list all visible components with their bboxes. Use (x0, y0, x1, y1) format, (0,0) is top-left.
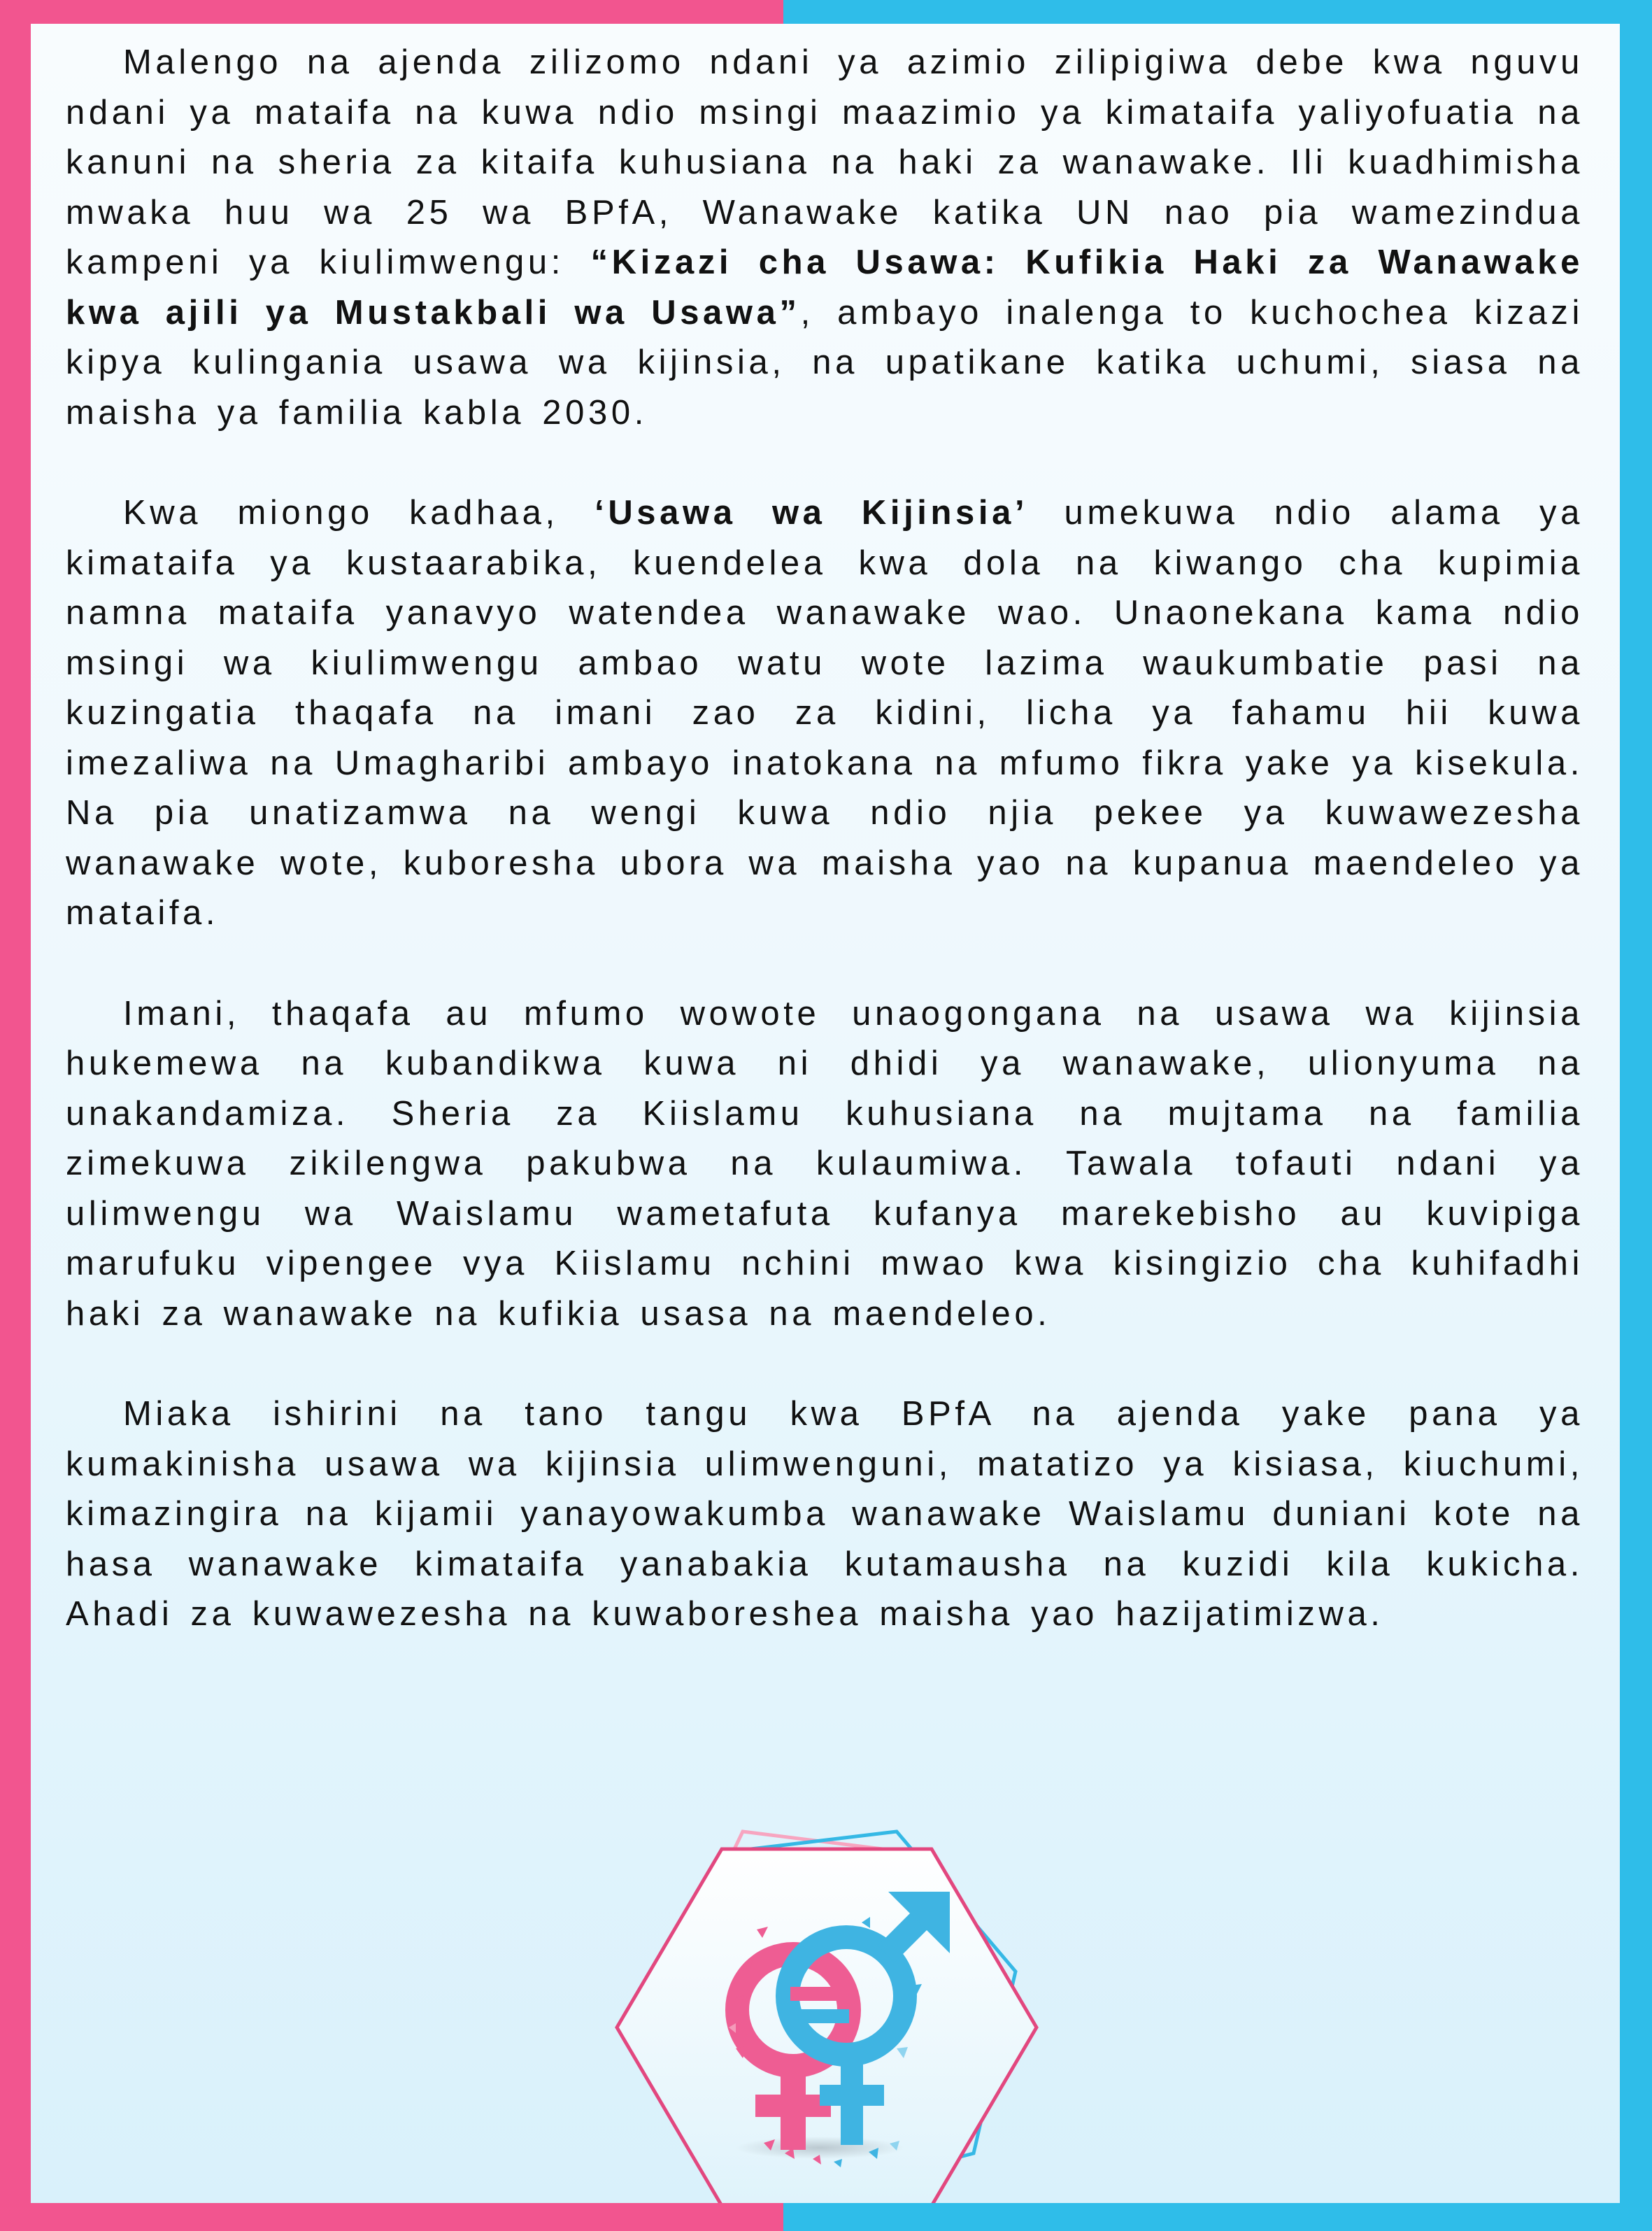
paragraph-2-text-end: umekuwa ndio alama ya kimataifa ya kustaarabika, kuendelea kwa dola na kiwango cha kupimia namna mataifa yanavyo watendea wanawake wao. Unaonekana kama ndio msingi wa kiulimwengu ambao watu wote lazima waukumbatie pasi na kuzingatia thaqafa na imani zao za kidini, licha ya fahamu hii kuwa imezaliwa na Umagharibi ambayo inatokana na mfumo fikra yake ya kisekula. Na pia unatizamwa na wengi kuwa ndio njia pekee ya kuwawezesha wanawake wote, kuboresha ubora wa maisha yao na kupanua maendeleo ya mataifa. (66, 494, 1583, 932)
paragraph-1-bold-quote: “Kizazi cha Usawa: Kufikia Haki za Wanawake kwa ajili ya Mustakbali wa Usawa” (66, 243, 1583, 332)
paragraph-1-text: Malengo na ajenda zilizomo ndani ya azimio zilipigiwa debe kwa nguvu ndani ya mataifa na kuwa ndio msingi maazimio ya kimataifa yaliyofuatia na kanuni na sheria za kitaifa kuhusiana na haki za wanawake. Ili kuadhimisha mwaka huu wa 25 wa BPfA, Wanawake katika UN nao pia wamezindua kampeni ya kiulimwengu: (66, 43, 1583, 281)
paragraph-4-text: Miaka ishirini na tano tangu kwa BPfA na ajenda yake pana ya kumakinisha usawa wa kijinsia ulimwenguni, matatizo ya kisiasa, kiuchumi, kimazingira na kijamii yanayowakumba wanawake Waislamu duniani kote na hasa wanawake kimataifa yanabakia kutamausha na kuzidi kila kukicha. Ahadi za kuwawezesha na kuwaboreshea maisha yao hazijatimizwa. (66, 1395, 1583, 1633)
content-panel (31, 24, 1620, 2203)
paragraph-2-text: Kwa miongo kadhaa, (123, 494, 595, 532)
paragraph-4 (66, 1389, 1583, 1640)
paragraph-3-text: Imani, thaqafa au mfumo wowote unaogongana na usawa wa kijinsia hukemewa na kubandikwa kuwa ni dhidi ya wanawake, ulionyuma na unakandamiza. Sheria za Kiislamu kuhusiana na mujtama na familia zimekuwa zikilengwa pakubwa na kulaumiwa. Tawala tofauti ndani ya ulimwengu wa Waislamu wametafuta kufanya marekebisho au kuvipiga marufuku vipengee vya Kiislamu nchini mwao kwa kisingizio cha kuhifadhi haki za wanawake na kufikia usasa na maendeleo. (66, 994, 1583, 1333)
paragraph-3 (66, 989, 1583, 1340)
paragraph-1-text-end: , ambayo inalenga to kuchochea kizazi kipya kulingania usawa wa kijinsia, na upatikane katika uchumi, siasa na maisha ya familia kabla 2030. (66, 293, 1583, 432)
paragraph-2 (66, 488, 1583, 939)
paragraph-2-bold-term: ‘Usawa wa Kijinsia’ (594, 494, 1029, 532)
article-body (66, 38, 1583, 1690)
paragraph-1 (66, 38, 1583, 438)
gender-equality-icon (610, 1825, 1044, 2203)
